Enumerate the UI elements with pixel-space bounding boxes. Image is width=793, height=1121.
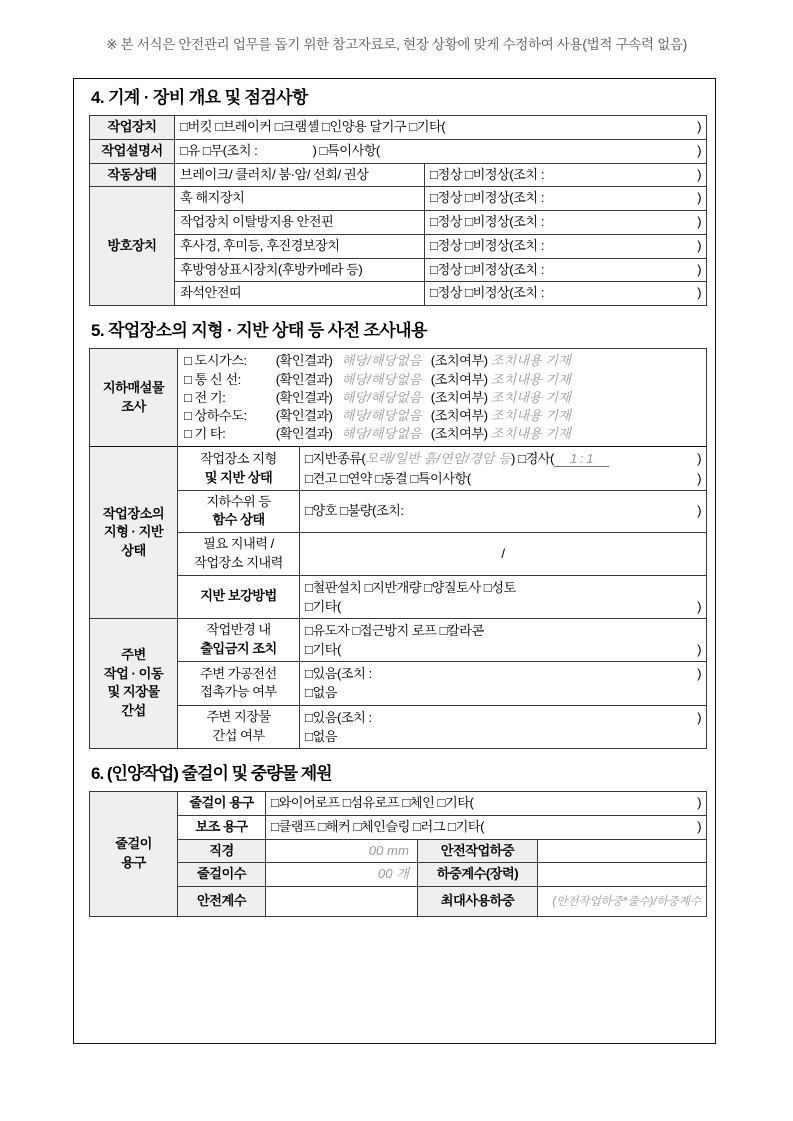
- sub-label-bearing-capacity: [178, 533, 300, 575]
- buried-item-row[interactable]: [184, 425, 700, 443]
- close-paren: ): [697, 598, 702, 614]
- section-4-heading: 4. 기계 · 장비 개요 및 점검사항: [91, 88, 308, 107]
- label-line: 지하매설물: [102, 380, 165, 396]
- sub-label-line: 작업장소 지형: [200, 450, 277, 466]
- sub-label-line: 작업반경 내: [206, 622, 271, 638]
- spec-close-paren: ): [697, 142, 702, 158]
- table-row: [90, 447, 707, 490]
- sub-label-access-restriction: [178, 618, 300, 661]
- sub-label-aux-tool: 보조 용구: [178, 815, 266, 839]
- status-close-paren: ): [697, 237, 702, 253]
- row-label-ground-state: [90, 447, 178, 619]
- close-paren: ): [697, 709, 702, 725]
- buried-item-row[interactable]: [184, 371, 700, 389]
- result-placeholder: 해당/해당없음: [341, 389, 422, 405]
- row-label-surrounding: [90, 618, 178, 748]
- status-options: □정상 □비정상(조치 :: [430, 285, 544, 301]
- table-row: [90, 258, 707, 282]
- buried-item-name: 통 신 선:: [194, 371, 241, 387]
- close-paren: ): [697, 642, 702, 658]
- table-row: [90, 533, 707, 575]
- sub-label-load-factor: 하중계수(장력): [418, 863, 538, 887]
- result-placeholder: 해당/해당없음: [341, 353, 422, 369]
- guard-status-cell[interactable]: [425, 282, 707, 306]
- table-row: [90, 662, 707, 705]
- table-row: [90, 139, 707, 163]
- checkbox-icon[interactable]: □: [184, 426, 192, 442]
- sub-label-line: [183, 554, 294, 573]
- action-placeholder: 조치내용 기재: [490, 408, 571, 424]
- section-5-heading: 5. 작업장소의 지형 · 지반 상태 등 사전 조사내용: [91, 321, 427, 341]
- guard-status-cell[interactable]: [425, 258, 707, 282]
- row-label-device: 작업장치: [90, 116, 175, 140]
- ground-type-placeholder: 모래/일반 흙/연암/경암 등: [365, 451, 512, 467]
- table-row: [90, 887, 707, 917]
- table-row: [90, 839, 707, 863]
- sub-label-line: 간섭 여부: [212, 727, 265, 743]
- guard-status-cell[interactable]: [425, 234, 707, 258]
- action-label: (조치여부): [430, 371, 488, 387]
- result-label: (확인결과): [275, 408, 333, 424]
- overhead-yes-option: □있음(조치 :: [305, 666, 372, 682]
- diameter-input-cell[interactable]: [266, 839, 418, 863]
- action-placeholder: 조치내용 기재: [490, 426, 571, 442]
- guard-item: 훅 해지장치: [175, 187, 425, 211]
- status-options: □정상 □비정상(조치 :: [430, 237, 544, 253]
- table-row: [90, 234, 707, 258]
- action-placeholder: 조치내용 기재: [490, 353, 571, 369]
- checkbox-icon[interactable]: □: [184, 353, 192, 369]
- device-options-cell[interactable]: [175, 116, 707, 140]
- sub-label-groundwater: [178, 490, 300, 532]
- action-label: (조치여부): [430, 426, 488, 442]
- guard-status-cell[interactable]: [425, 211, 707, 235]
- access-other: □기타(: [305, 642, 341, 658]
- access-restriction-cell[interactable]: [300, 618, 707, 661]
- rigging-tool-options-cell[interactable]: [266, 792, 707, 816]
- result-label: (확인결과): [275, 389, 333, 405]
- guard-status-cell[interactable]: [425, 187, 707, 211]
- result-placeholder: 해당/해당없음: [341, 426, 422, 442]
- close-paren: ): [697, 818, 701, 834]
- section-6-table: [89, 791, 707, 917]
- guard-item: 후사경, 후미등, 후진경보장치: [175, 234, 425, 258]
- sub-label-line: 출입금지 조치: [200, 641, 277, 657]
- max-working-load-formula: (안전작업하중*줄수)/하중계수: [552, 896, 701, 909]
- sub-label-line: 지하수위 등: [206, 493, 271, 509]
- table-row: [90, 863, 707, 887]
- section-4-table: [89, 115, 707, 306]
- label-line: 용구: [121, 855, 146, 871]
- table-row: [90, 282, 707, 306]
- result-placeholder: 해당/해당없음: [341, 371, 422, 387]
- action-label: (조치여부): [430, 408, 488, 424]
- sub-label-line: 접촉가능 여부: [200, 684, 277, 700]
- bearing-capacity-separator: /: [501, 545, 505, 561]
- document-frame: [73, 78, 716, 1044]
- device-options: □버킷 □브레이커 □크램셸 □인양용 달기구 □기타(: [180, 119, 446, 135]
- reinforcement-other: □기타(: [305, 598, 341, 614]
- spec-options: □유 □무(조치 :: [180, 142, 258, 158]
- table-row: [90, 792, 707, 816]
- sub-label-text: 작업장소 지내력: [194, 554, 283, 570]
- section-5-table: [89, 348, 707, 748]
- checkbox-icon[interactable]: □: [184, 371, 192, 387]
- label-line: 지형 · 지반: [103, 524, 164, 540]
- aux-tool-options: □클램프 □해커 □체인슬링 □러그 □기타(: [271, 818, 484, 834]
- status-options: □정상 □비정상(조치 :: [430, 190, 544, 206]
- buried-item-row[interactable]: [184, 407, 700, 425]
- label-line: 조사: [121, 398, 146, 414]
- action-placeholder: 조치내용 기재: [490, 389, 571, 405]
- result-label: (확인결과): [275, 426, 333, 442]
- sub-label-safe-working-load: 안전작업하중: [418, 839, 538, 863]
- safe-working-load-input-cell[interactable]: [538, 839, 707, 863]
- buried-item-name: 기 타:: [194, 426, 226, 442]
- ground-type-row[interactable]: [305, 449, 701, 468]
- obstacle-yes-option: □있음(조치 :: [305, 709, 372, 725]
- overhead-no-row[interactable]: [305, 683, 701, 702]
- status-options: □정상 □비정상(조치 :: [430, 166, 544, 182]
- checkbox-icon[interactable]: □: [184, 389, 192, 405]
- status-options: □정상 □비정상(조치 :: [430, 214, 544, 230]
- terrain-options-cell[interactable]: [300, 447, 707, 490]
- sub-label-line: [183, 535, 294, 554]
- table-row: [90, 349, 707, 447]
- row-label-guard: 방호장치: [90, 187, 175, 306]
- row-label-rigging-gear: [90, 792, 178, 917]
- guard-item: 좌석안전띠: [175, 282, 425, 306]
- label-line: 작업 · 이동: [103, 665, 164, 681]
- spec-options-cell[interactable]: [175, 139, 707, 163]
- status-close-paren: ): [697, 190, 702, 206]
- reinforcement-options-cell[interactable]: [300, 575, 707, 618]
- buried-survey-cell[interactable]: [178, 349, 707, 447]
- bearing-capacity-value-cell[interactable]: [300, 533, 707, 575]
- table-row: [90, 815, 707, 839]
- sub-label-reinforcement: 지반 보강방법: [178, 575, 300, 618]
- buried-item-row[interactable]: [184, 352, 700, 370]
- diameter-placeholder: 00 mm: [368, 842, 409, 858]
- status-close-paren: ): [697, 166, 702, 182]
- sub-label-text: 필요 지내력 /: [203, 536, 274, 552]
- sub-label-obstacle: [178, 705, 300, 748]
- groundwater-options-cell[interactable]: [300, 490, 707, 532]
- overhead-yes-row[interactable]: [305, 664, 701, 683]
- obstacle-no-option: □없음: [305, 728, 337, 744]
- sub-label-overhead-line: [178, 662, 300, 705]
- sub-label-line: 및 지반 상태: [204, 469, 273, 485]
- load-factor-input-cell[interactable]: [538, 863, 707, 887]
- max-working-load-cell[interactable]: [538, 887, 707, 917]
- sub-label-line: 함수 상태: [212, 512, 265, 528]
- slope-placeholder: 1 : 1: [554, 451, 609, 467]
- access-other-row[interactable]: [305, 640, 701, 659]
- action-label: (조치여부): [430, 353, 488, 369]
- access-options: □유도자 □접근방지 로프 □칼라콘: [305, 622, 484, 638]
- result-placeholder: 해당/해당없음: [341, 408, 422, 424]
- label-line: 간섭: [121, 703, 146, 719]
- overhead-no-option: □없음: [305, 685, 337, 701]
- reinforcement-row[interactable]: [305, 578, 701, 597]
- operation-item: 브레이크/ 클러치/ 붐·암/ 선회/ 권상: [175, 163, 425, 187]
- sling-count-placeholder: 00 개: [377, 866, 409, 882]
- status-close-paren: ): [697, 285, 702, 301]
- sub-label-line: 주변 가공전선: [200, 665, 277, 681]
- ground-condition-row[interactable]: [305, 469, 701, 488]
- sub-label-sling-count: 줄걸이수: [178, 863, 266, 887]
- obstacle-yes-row[interactable]: [305, 708, 701, 727]
- table-row: [90, 490, 707, 532]
- sub-label-terrain: [178, 447, 300, 490]
- ground-condition-options: □견고 □연약 □동결 □특이사항(: [305, 470, 471, 486]
- row-label-spec: 작업설명서: [90, 139, 175, 163]
- table-row: [90, 575, 707, 618]
- device-close-paren: ): [697, 119, 702, 135]
- result-label: (확인결과): [275, 353, 333, 369]
- close-paren: ): [697, 470, 702, 486]
- sub-label-safety-factor: 안전계수: [178, 887, 266, 917]
- row-label-buried-survey: [90, 349, 178, 447]
- buried-item-name: 전 기:: [194, 389, 226, 405]
- reinforcement-options: □철판설치 □지반개량 □양질토사 □성토: [305, 579, 516, 595]
- buried-item-name: 도시가스:: [194, 353, 247, 369]
- guard-item: 후방영상표시장치(후방카메라 등): [175, 258, 425, 282]
- status-options: □정상 □비정상(조치 :: [430, 261, 544, 277]
- close-paren: ): [697, 795, 701, 811]
- table-row: [90, 187, 707, 211]
- buried-item-name: 상하수도:: [194, 408, 247, 424]
- operation-status-cell[interactable]: [425, 163, 707, 187]
- document-content: [89, 87, 706, 917]
- sub-label-diameter: 직경: [178, 839, 266, 863]
- row-label-operation: 작동상태: [90, 163, 175, 187]
- groundwater-options: □양호 □불량(조치:: [305, 503, 404, 519]
- section-6-heading: 6. (인양작업) 줄걸이 및 중량물 제원: [91, 763, 332, 783]
- close-paren: ): [697, 503, 702, 519]
- sling-count-input-cell[interactable]: [266, 863, 418, 887]
- sub-label-max-working-load: 최대사용하중: [418, 887, 538, 917]
- status-close-paren: ): [697, 214, 702, 230]
- label-line: 및 지장물: [107, 684, 160, 700]
- status-close-paren: ): [697, 261, 702, 277]
- table-row: [90, 705, 707, 748]
- label-line: 상태: [121, 543, 146, 559]
- disclaimer-notice: ※ 본 서식은 안전관리 업무를 돕기 위한 참고자료로, 현장 상황에 맞게 수정하여 사용(법적 구속력 없음): [106, 37, 687, 52]
- spec-mid-text: ) □특이사항(: [312, 142, 380, 158]
- ground-type-label: □지반종류(: [305, 451, 366, 467]
- action-placeholder: 조치내용 기재: [490, 371, 571, 387]
- sub-label-rigging-tool: 줄걸이 용구: [178, 792, 266, 816]
- buried-item-row[interactable]: [184, 389, 700, 407]
- checkbox-icon[interactable]: □: [184, 408, 192, 424]
- aux-tool-options-cell[interactable]: [266, 815, 707, 839]
- table-row: [90, 618, 707, 661]
- table-row: [90, 163, 707, 187]
- slope-close-paren: ): [697, 451, 702, 467]
- guard-item: 작업장치 이탈방지용 안전핀: [175, 211, 425, 235]
- action-label: (조치여부): [430, 389, 488, 405]
- safety-factor-input-cell[interactable]: [266, 887, 418, 917]
- table-row: [90, 116, 707, 140]
- close-paren: ): [697, 666, 702, 682]
- label-line: 주변: [121, 646, 146, 662]
- label-line: 줄걸이: [115, 836, 152, 852]
- slope-label: ) □경사(: [511, 451, 554, 467]
- result-label: (확인결과): [275, 371, 333, 387]
- rigging-tool-options: □와이어로프 □섬유로프 □체인 □기타(: [271, 795, 474, 811]
- label-line: 작업장소의: [102, 505, 165, 521]
- overhead-line-cell[interactable]: [300, 662, 707, 705]
- obstacle-cell[interactable]: [300, 705, 707, 748]
- obstacle-no-row[interactable]: [305, 727, 701, 746]
- table-row: [90, 211, 707, 235]
- sub-label-line: 주변 지장물: [206, 708, 271, 724]
- access-options-row[interactable]: [305, 621, 701, 640]
- reinforcement-other-row[interactable]: [305, 597, 701, 616]
